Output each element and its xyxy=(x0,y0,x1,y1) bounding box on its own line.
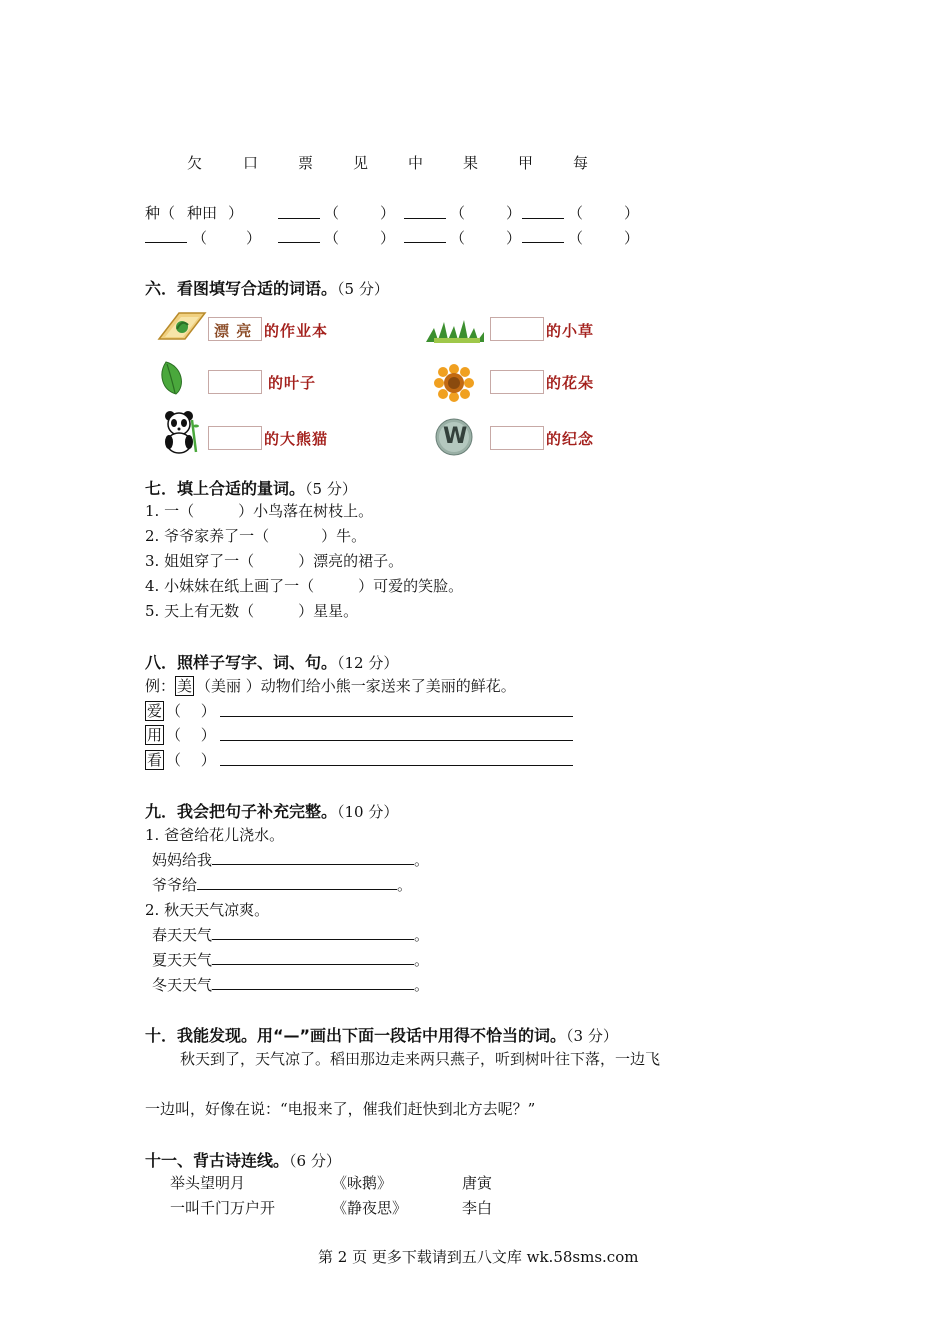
sentence-lead: 妈妈给我 xyxy=(152,851,213,869)
word-paren[interactable]: （ ） xyxy=(166,702,216,720)
line-start: 3. 姐姐穿了一（ xyxy=(145,552,255,570)
paren-close: ） xyxy=(246,229,262,247)
blank-line[interactable] xyxy=(278,218,320,219)
answer-box[interactable] xyxy=(208,317,262,341)
answer-box[interactable] xyxy=(208,426,262,450)
quantifier-line xyxy=(145,575,463,596)
line-start: 2. 爷爷家养了一（ xyxy=(145,527,270,545)
sentence-lead: 夏天天气 xyxy=(152,951,213,969)
example-word: 种田 xyxy=(187,204,218,222)
question-1: 1. 爸爸给花儿浇水。 xyxy=(145,826,285,844)
paren-close: ） xyxy=(506,204,522,222)
blank-line[interactable] xyxy=(522,242,564,243)
poet-name[interactable]: 李白 xyxy=(462,1199,493,1217)
paren-close: ） xyxy=(624,229,640,247)
poem-title[interactable]: 《咏鹅》 xyxy=(332,1174,393,1192)
section-11-heading xyxy=(145,1148,341,1171)
line-start: 1. 一（ xyxy=(145,502,195,520)
sentence-fill xyxy=(152,924,429,945)
section-title: 八．照样子写字、词、句。 xyxy=(145,653,338,672)
sentence-end: 。 xyxy=(414,926,430,944)
section-title: 十一、背古诗连线。 xyxy=(145,1151,290,1170)
line-end: ）牛。 xyxy=(321,527,367,545)
answer-line[interactable] xyxy=(212,925,414,940)
answer-box[interactable] xyxy=(490,317,544,341)
example-char-box: 美 xyxy=(177,677,193,695)
section-title: 六．看图填写合适的词语。 xyxy=(145,279,338,298)
section-8-heading xyxy=(145,650,398,673)
paren-open: （ xyxy=(324,229,340,247)
blank-line[interactable] xyxy=(278,242,320,243)
poem-line[interactable]: 举头望明月 xyxy=(170,1174,246,1192)
phrase-label: 的纪念 xyxy=(546,430,595,448)
sentence-end: 。 xyxy=(397,876,413,894)
paragraph-line-2[interactable]: 一边叫，好像在说：“电报来了，催我们赶快到北方去呢？” xyxy=(145,1100,536,1118)
section-7-heading xyxy=(145,476,357,499)
sentence-fill xyxy=(152,849,429,870)
line-end: ）可爱的笑脸。 xyxy=(358,577,464,595)
notebook-icon xyxy=(157,309,207,345)
answer-line[interactable] xyxy=(212,950,414,965)
panda-icon xyxy=(162,410,200,454)
sentence-fill xyxy=(152,874,412,895)
paren-open: （ xyxy=(450,204,466,222)
answer-line[interactable] xyxy=(197,875,397,890)
phrase-label: 的小草 xyxy=(546,322,595,340)
answer-line[interactable] xyxy=(220,716,573,717)
section-score: （6 分） xyxy=(289,1152,341,1170)
example-label: 例： xyxy=(145,677,176,695)
phrase-label: 的叶子 xyxy=(268,374,317,392)
section-score: （5 分） xyxy=(337,280,389,298)
phrase-label: 的花朵 xyxy=(546,374,595,392)
word-paren[interactable]: （ ） xyxy=(166,751,216,769)
char-box: 爱 xyxy=(146,702,162,720)
char-item: 果 xyxy=(463,154,479,172)
char-item: 票 xyxy=(298,154,314,172)
answer-text: 漂 亮 xyxy=(214,322,253,340)
answer-line[interactable] xyxy=(220,765,573,766)
char-item: 口 xyxy=(243,154,259,172)
quantifier-line xyxy=(145,500,373,521)
section-title: 十．我能发现。用“—”画出下面一段话中用得不恰当的词。 xyxy=(145,1026,567,1045)
quantifier-line xyxy=(145,600,358,621)
answer-line[interactable] xyxy=(220,740,573,741)
sentence-end: 。 xyxy=(414,951,430,969)
word-paren[interactable]: （ ） xyxy=(166,726,216,744)
line-start: 5. 天上有无数（ xyxy=(145,602,255,620)
answer-box[interactable] xyxy=(208,370,262,394)
line-end: ）小鸟落在树枝上。 xyxy=(238,502,374,520)
paren-close: ） xyxy=(506,229,522,247)
paren-open: （ xyxy=(568,204,584,222)
blank-line[interactable] xyxy=(404,242,446,243)
line-end: ）漂亮的裙子。 xyxy=(298,552,404,570)
char-item: 每 xyxy=(573,154,589,172)
char-box: 用 xyxy=(146,726,162,744)
answer-line[interactable] xyxy=(212,975,414,990)
section-10-heading xyxy=(145,1023,618,1046)
paragraph-line-1[interactable]: 秋天到了，天气凉了。稻田那边走来两只燕子，听到树叶往下落，一边飞 xyxy=(180,1050,661,1068)
sentence-lead: 爷爷给 xyxy=(152,876,198,894)
example-close: ） xyxy=(228,204,244,222)
section-score: （5 分） xyxy=(305,480,357,498)
practice-row xyxy=(145,749,216,770)
quantifier-line xyxy=(145,525,366,546)
page-footer: 第 2 页 更多下载请到五八文库 wk.58sms.com xyxy=(318,1248,639,1266)
example-word: （美丽 ） xyxy=(196,677,261,695)
sunflower-icon xyxy=(434,364,474,402)
section-6-heading xyxy=(145,276,389,299)
example-row xyxy=(145,675,516,696)
grass-icon xyxy=(424,318,486,344)
answer-box[interactable] xyxy=(490,370,544,394)
char-item: 中 xyxy=(408,154,424,172)
question-2: 2. 秋天天气凉爽。 xyxy=(145,901,270,919)
quantifier-line xyxy=(145,550,403,571)
answer-box[interactable] xyxy=(490,426,544,450)
section-9-heading xyxy=(145,799,398,822)
blank-line[interactable] xyxy=(522,218,564,219)
sentence-end: 。 xyxy=(414,851,430,869)
section-title: 九．我会把句子补充完整。 xyxy=(145,802,338,821)
section-score: （10 分） xyxy=(337,803,399,821)
phrase-label: 的作业本 xyxy=(264,322,329,340)
poem-line[interactable]: 一叫千门万户开 xyxy=(170,1199,276,1217)
char-item: 见 xyxy=(353,154,369,172)
blank-line[interactable] xyxy=(145,242,187,243)
section-score: （3 分） xyxy=(566,1027,618,1045)
phrase-label: 的大熊猫 xyxy=(264,430,329,448)
paren-open: （ xyxy=(324,204,340,222)
practice-row xyxy=(145,700,216,721)
paren-open: （ xyxy=(568,229,584,247)
sentence-end: 。 xyxy=(414,976,430,994)
practice-row xyxy=(145,724,216,745)
sentence-fill xyxy=(152,974,429,995)
paren-close: ） xyxy=(380,204,396,222)
section-score: （12 分） xyxy=(337,654,399,672)
sentence-fill xyxy=(152,949,429,970)
line-start: 4. 小妹妹在纸上画了一（ xyxy=(145,577,315,595)
paren-open: （ xyxy=(192,229,208,247)
example-sentence: 动物们给小熊一家送来了美丽的鲜花。 xyxy=(260,677,516,695)
leaf-icon xyxy=(158,360,186,396)
paren-close: ） xyxy=(624,204,640,222)
blank-line[interactable] xyxy=(404,218,446,219)
example-lead: 种（ xyxy=(145,204,176,222)
paren-close: ） xyxy=(380,229,396,247)
badge-letter: W xyxy=(443,424,468,449)
section-title: 七．填上合适的量词。 xyxy=(145,479,306,498)
sentence-lead: 冬天天气 xyxy=(152,976,213,994)
char-item: 甲 xyxy=(518,154,534,172)
char-box: 看 xyxy=(146,751,162,769)
paren-open: （ xyxy=(450,229,466,247)
answer-line[interactable] xyxy=(212,850,414,865)
char-item: 欠 xyxy=(187,154,203,172)
sentence-lead: 春天天气 xyxy=(152,926,213,944)
line-end: ）星星。 xyxy=(298,602,359,620)
poet-name[interactable]: 唐寅 xyxy=(462,1174,493,1192)
poem-title[interactable]: 《静夜思》 xyxy=(332,1199,408,1217)
